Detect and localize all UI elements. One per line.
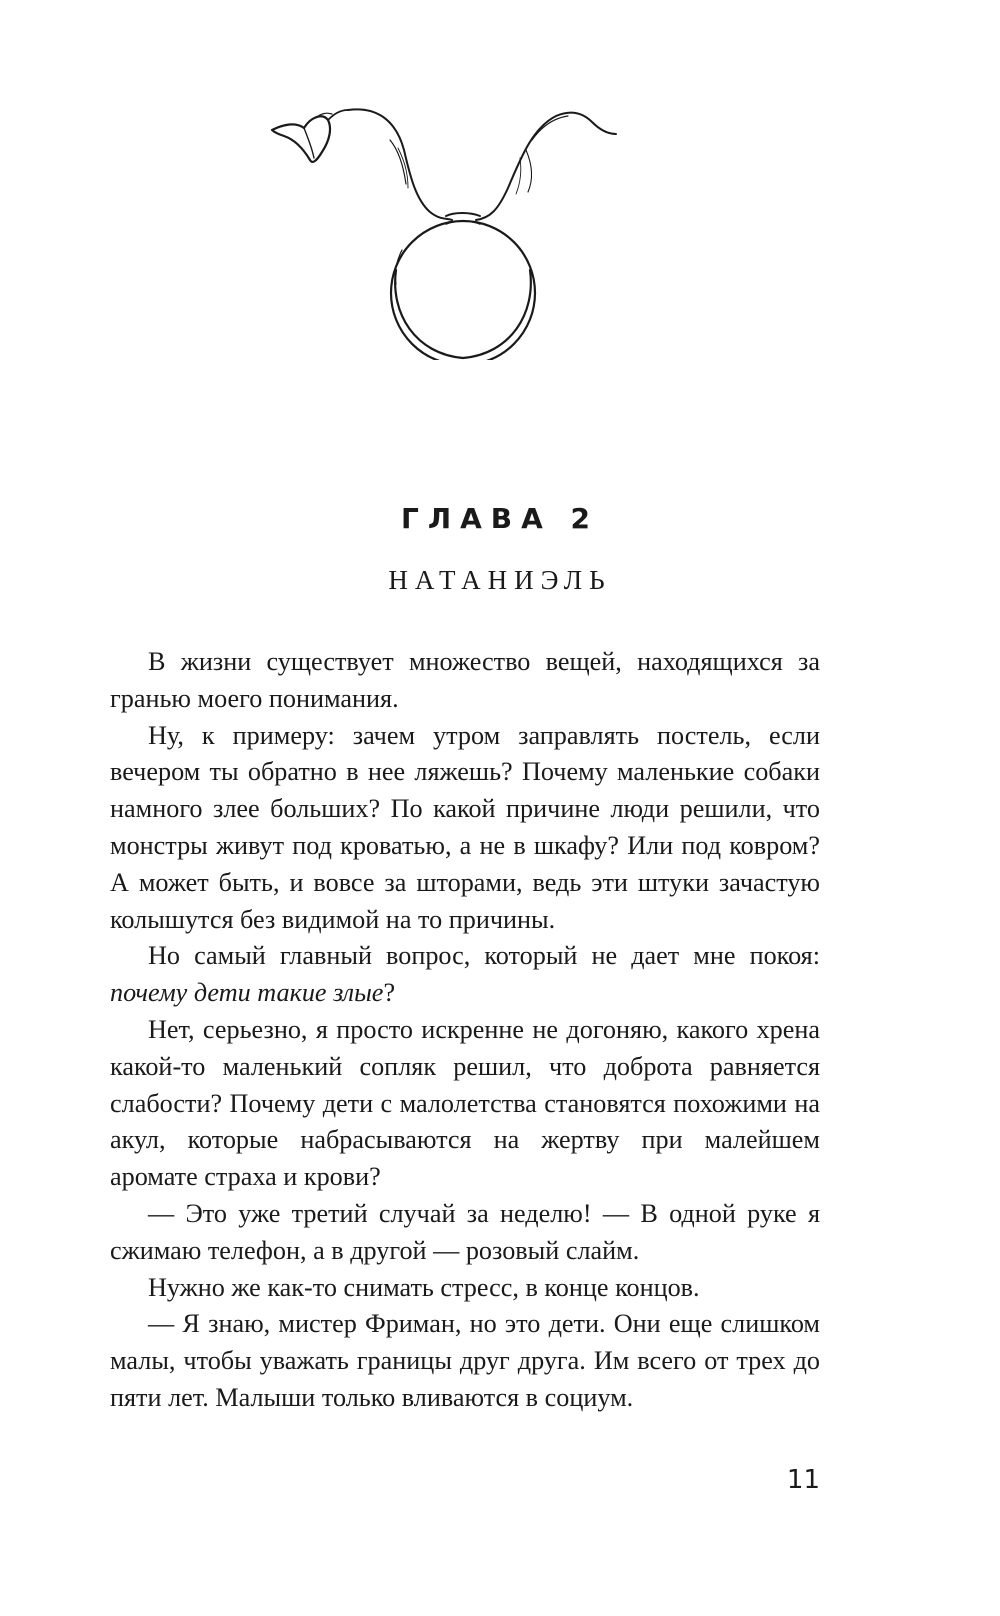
chapter-body [110, 644, 820, 1417]
flower-and-moon-ornament-icon [270, 100, 630, 360]
paragraph [110, 938, 820, 1012]
page-number: 11 [786, 1465, 820, 1495]
paragraph: Ну, к примеру: зачем утром заправлять постель, если вечером ты обратно в нее ляжешь? Почему маленькие собаки намного злее больших? По какой причине люди решили, что монстры живут под кроватью, а не в шкафу? Или под ковром? А может быть, и вовсе за шторами, ведь эти штуки зачастую колышутся без видимой на то причины. [110, 720, 820, 934]
paragraph: Нужно же как-то снимать стресс, в конце концов. [148, 1272, 700, 1302]
paragraph: В жизни существует множество вещей, находящихся за гранью моего понимания. [110, 647, 820, 713]
paragraph: Нет, серьезно, я просто искренне не догоняю, какого хрена какой-то маленький сопляк решил, что доброта равняется слабости? Почему дети с малолетства становятся похожими на акул, которые набрасываются на жертву при малейшем аромате страха и крови? [110, 1014, 820, 1192]
paragraph-dialogue: — Это уже третий случай за неделю! — В одной руке я сжимаю телефон, а в другой — розовый слайм. [110, 1198, 820, 1265]
chapter-character-name: НАТАНИЭЛЬ [388, 565, 612, 595]
paragraph-lead: Но самый главный вопрос, который не дает мне покоя: [148, 941, 820, 971]
chapter-title: ГЛАВА 2 [400, 502, 599, 535]
paragraph-dialogue: — Я знаю, мистер Фриман, но это дети. Они еще слишком малы, чтобы уважать границы друг друга. Им всего от трех до пяти лет. Малыши только вливаются в социум. [110, 1309, 820, 1412]
paragraph-italic-question: почему дети такие злые [110, 978, 384, 1008]
paragraph-tail: ? [383, 978, 396, 1008]
